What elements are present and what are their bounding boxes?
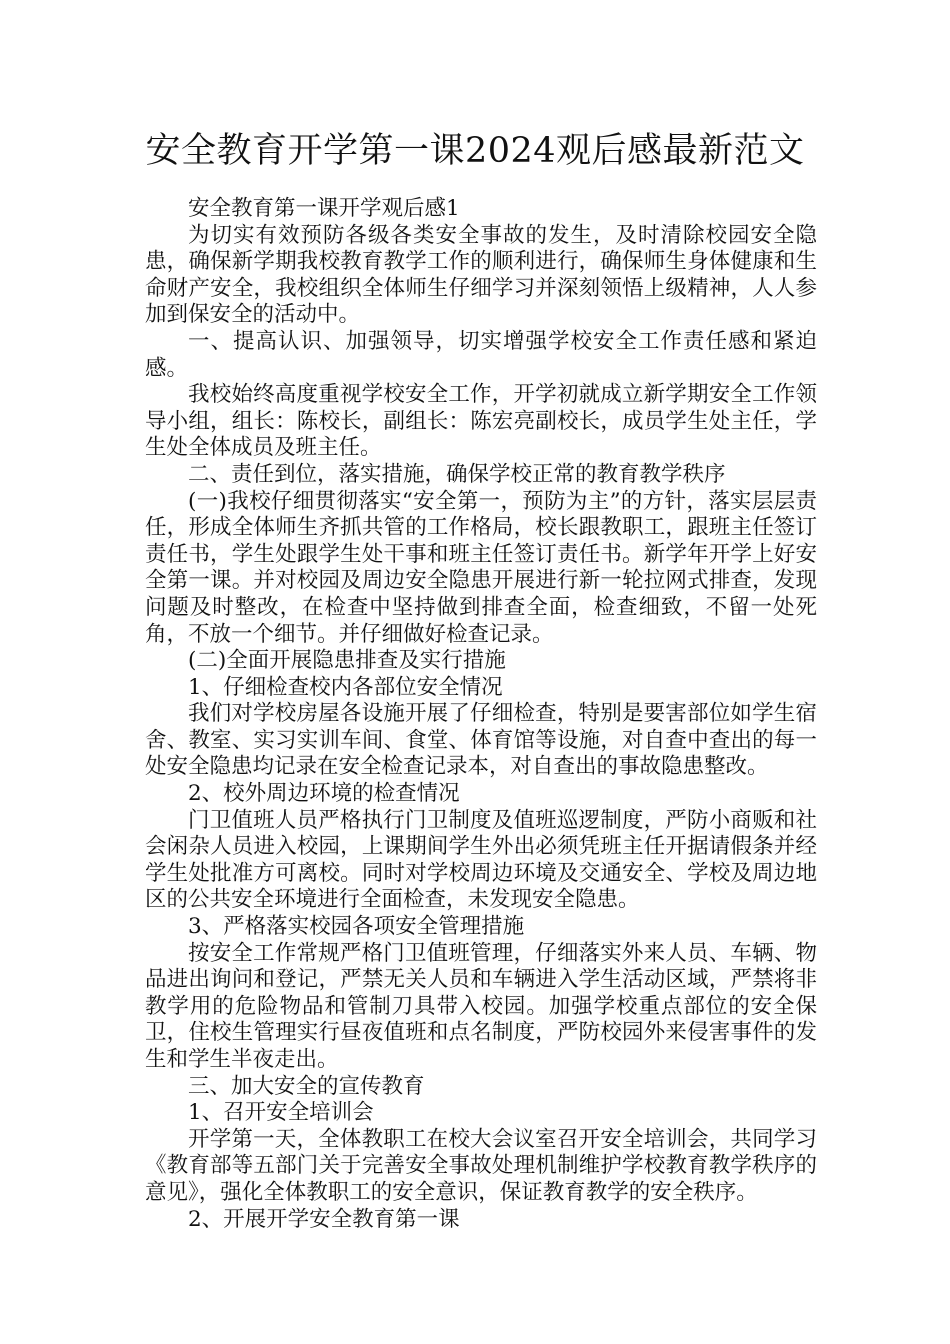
paragraph: 为切实有效预防各级各类安全事故的发生，及时清除校园安全隐患，确保新学期我校教育教学工作的顺利进行，确保师生身体健康和生命财产安全，我校组织全体师生仔细学习并深刻领悟上级精神，人人参加到保安全的活动中。	[145, 222, 817, 328]
section-heading: 三、加大安全的宣传教育	[188, 1073, 425, 1099]
item-heading: 2、校外周边环境的检查情况	[188, 781, 460, 807]
paragraph: 我校始终高度重视学校安全工作，开学初就成立新学期安全工作领导小组，组长：陈校长，副组长：陈宏亮副校长，成员学生处主任，学生处全体成员及班主任。	[145, 382, 817, 461]
section-heading: 一、提高认识、加强领导，切实增强学校安全工作责任感和紧迫感。	[145, 328, 817, 381]
subsection-heading: (二)全面开展隐患排查及实行措施	[188, 648, 506, 674]
section-heading: 二、责任到位，落实措施，确保学校正常的教育教学秩序	[188, 461, 726, 487]
item-heading: 1、仔细检查校内各部位安全情况	[188, 674, 503, 700]
document-body	[145, 196, 817, 1233]
paragraph: 按安全工作常规严格门卫值班管理，仔细落实外来人员、车辆、物品进出询问和登记，严禁无关人员和车辆进入学生活动区域，严禁将非教学用的危险物品和管制刀具带入校园。加强学校重点部位的安全保卫，住校生管理实行昼夜值班和点名制度，严防校园外来侵害事件的发生和学生半夜走出。	[145, 940, 817, 1072]
document-title: 安全教育开学第一课2024观后感最新范文	[145, 131, 805, 171]
item-heading: 2、开展开学安全教育第一课	[188, 1206, 460, 1232]
paragraph: (一)我校仔细贯彻落实“安全第一，预防为主”的方针，落实层层责任，形成全体师生齐抓共管的工作格局，校长跟教职工，跟班主任签订责任书，学生处跟学生处干事和班主任签订责任书。新学年开学上好安全第一课。并对校园及周边安全隐患开展进行新一轮拉网式排查，发现问题及时整改，在检查中坚持做到排查全面，检查细致，不留一处死角，不放一个细节。并仔细做好检查记录。	[145, 488, 817, 647]
paragraph: 我们对学校房屋各设施开展了仔细检查，特别是要害部位如学生宿舍、教室、实习实训车间、食堂、体育馆等设施，对自查中查出的每一处安全隐患均记录在安全检查记录本，对自查出的事故隐患整改。	[145, 701, 817, 780]
paragraph: 开学第一天，全体教职工在校大会议室召开安全培训会，共同学习《教育部等五部门关于完善安全事故处理机制维护学校教育教学秩序的意见》，强化全体教职工的安全意识，保证教育教学的安全秩序。	[145, 1126, 817, 1205]
item-heading: 1、召开安全培训会	[188, 1100, 374, 1126]
item-heading: 3、严格落实校园各项安全管理措施	[188, 914, 525, 940]
paragraph-heading: 安全教育第一课开学观后感1	[188, 196, 460, 221]
paragraph: 门卫值班人员严格执行门卫制度及值班巡逻制度，严防小商贩和社会闲杂人员进入校园，上课期间学生外出必须凭班主任开据请假条并经学生处批准方可离校。同时对学校周边环境及交通安全、学校及周边地区的公共安全环境进行全面检查，未发现安全隐患。	[145, 807, 817, 913]
